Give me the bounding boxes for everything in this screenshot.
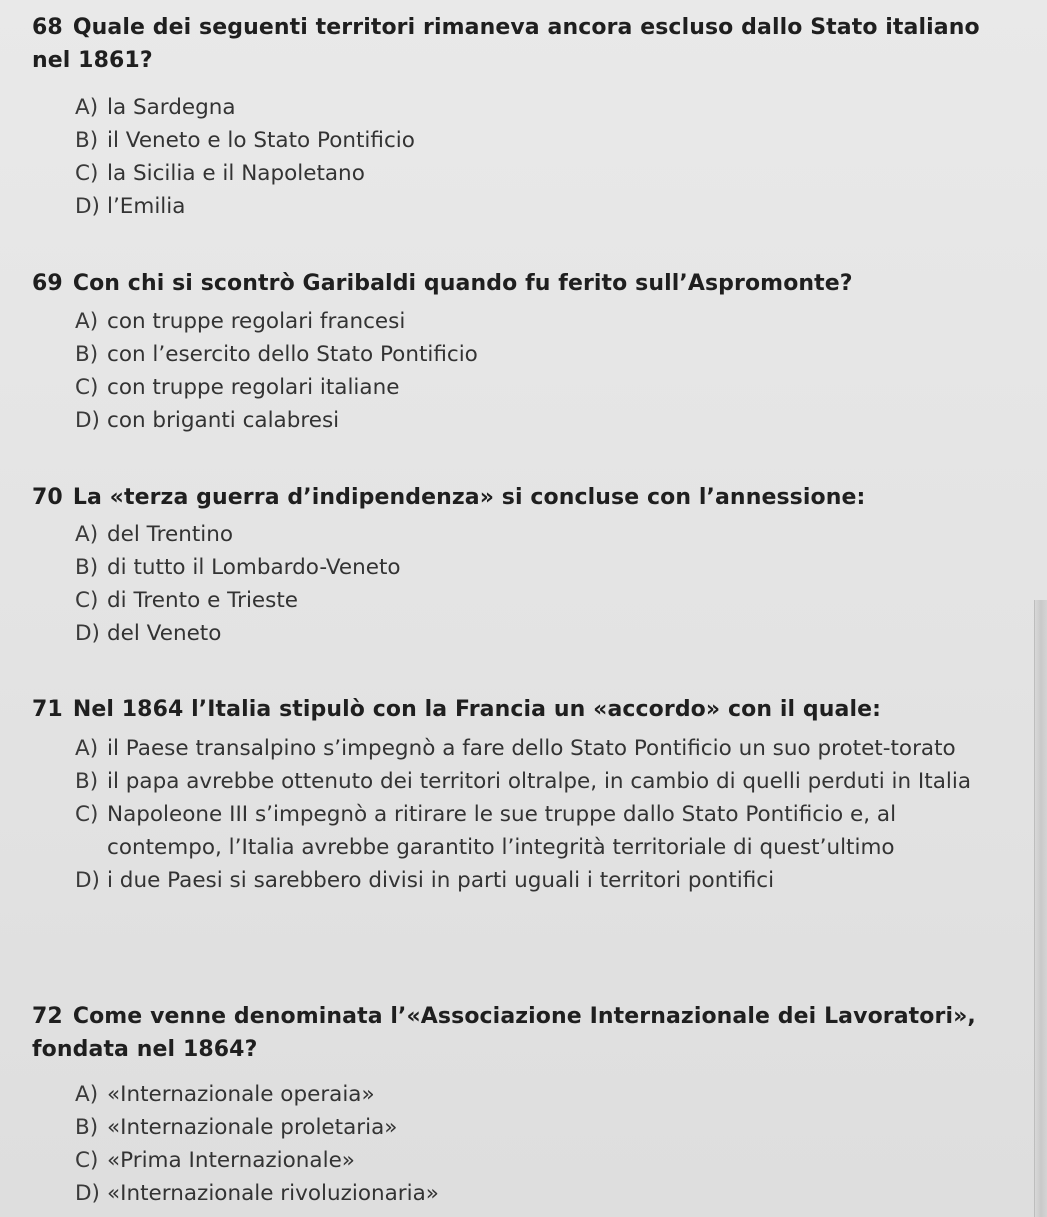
option-letter: D) [75,1181,100,1206]
question-number: 69 [32,271,63,296]
option-text: la Sardegna [107,95,236,120]
option-text: del Trentino [107,522,234,547]
answer-options [32,1078,1002,1210]
answer-option-c [32,1144,1002,1177]
option-letter: D) [75,408,100,433]
option-letter: D) [75,194,100,219]
question-text: Nel 1864 l’Italia stipulò con la Francia un «accordo» con il quale: [72,697,882,722]
question-text: Come venne denominata l’«Associazione Internazionale dei Lavoratori», fondata nel 1864? [32,1004,976,1062]
answer-options [32,518,1002,650]
answer-option-c [32,371,1002,404]
question-69 [32,267,1002,437]
option-letter: B) [75,1115,99,1140]
answer-option-b [32,124,1002,157]
option-letter: B) [75,555,99,580]
option-text: «Internazionale rivoluzionaria» [107,1181,439,1206]
answer-option-d [32,1177,1002,1210]
option-letter: B) [75,769,99,794]
question-number: 70 [32,485,63,510]
answer-option-b [32,551,1002,584]
option-text: con truppe regolari italiane [107,375,400,400]
answer-option-d [32,404,1002,437]
answer-option-a [32,305,1002,338]
option-text: di Trento e Trieste [107,588,299,613]
answer-option-a [32,732,992,765]
option-letter: D) [75,621,100,646]
option-letter: D) [75,868,100,893]
question-title [32,693,1002,726]
option-text: la Sicilia e il Napoletano [107,161,365,186]
question-number: 68 [32,15,63,40]
option-text: il papa avrebbe ottenuto dei territori oltralpe, in cambio di quelli perduti in Italia [107,769,971,794]
question-title [32,11,992,77]
option-letter: A) [75,522,99,547]
option-text: con briganti calabresi [107,408,340,433]
answer-option-a [32,1078,1002,1111]
answer-option-b [32,765,992,798]
option-text: con l’esercito dello Stato Pontificio [107,342,478,367]
answer-options [32,732,992,897]
option-text: con truppe regolari francesi [107,309,406,334]
option-text: Napoleone III s’impegnò a ritirare le sue truppe dallo Stato Pontificio e, al contempo, l’Italia avrebbe garantito l’integrità territoriale di quest’ultimo [107,802,897,860]
answer-option-b [32,338,1002,371]
option-letter: A) [75,309,99,334]
question-title [32,267,1002,300]
answer-option-a [32,91,1002,124]
option-text: di tutto il Lombardo-Veneto [107,555,401,580]
question-72 [32,1000,1002,1210]
option-letter: C) [75,1148,99,1173]
page-edge [1034,600,1047,1217]
option-text: «Internazionale operaia» [107,1082,375,1107]
answer-option-d [32,190,1002,223]
option-letter: B) [75,128,99,153]
question-number: 71 [32,697,63,722]
question-title [32,481,1002,514]
option-letter: A) [75,736,99,761]
option-letter: B) [75,342,99,367]
answer-option-c [32,798,992,864]
question-68 [32,11,1002,223]
answer-option-c [32,584,1002,617]
question-71 [32,693,1002,897]
option-letter: A) [75,95,99,120]
question-text: Con chi si scontrò Garibaldi quando fu ferito sull’Aspromonte? [72,271,853,296]
question-text: Quale dei seguenti territori rimaneva ancora escluso dallo Stato italiano nel 1861? [32,15,980,73]
answer-options [32,91,1002,223]
answer-option-d [32,617,1002,650]
question-text: La «terza guerra d’indipendenza» si concluse con l’annessione: [72,485,866,510]
option-text: il Veneto e lo Stato Pontificio [107,128,415,153]
option-letter: C) [75,375,99,400]
question-70 [32,481,1002,650]
option-text: «Internazionale proletaria» [107,1115,398,1140]
answer-option-b [32,1111,1002,1144]
answer-option-a [32,518,1002,551]
answer-options [32,305,1002,437]
option-letter: C) [75,802,99,827]
question-title [32,1000,992,1066]
option-text: l’Emilia [107,194,186,219]
option-letter: C) [75,161,99,186]
option-text: i due Paesi si sarebbero divisi in parti uguali i territori pontifici [107,868,775,893]
answer-option-c [32,157,1002,190]
option-letter: C) [75,588,99,613]
question-number: 72 [32,1004,63,1029]
option-text: del Veneto [107,621,222,646]
option-text: «Prima Internazionale» [107,1148,355,1173]
option-text: il Paese transalpino s’impegnò a fare dello Stato Pontificio un suo protet-torato [107,736,956,761]
answer-option-d [32,864,992,897]
option-letter: A) [75,1082,99,1107]
